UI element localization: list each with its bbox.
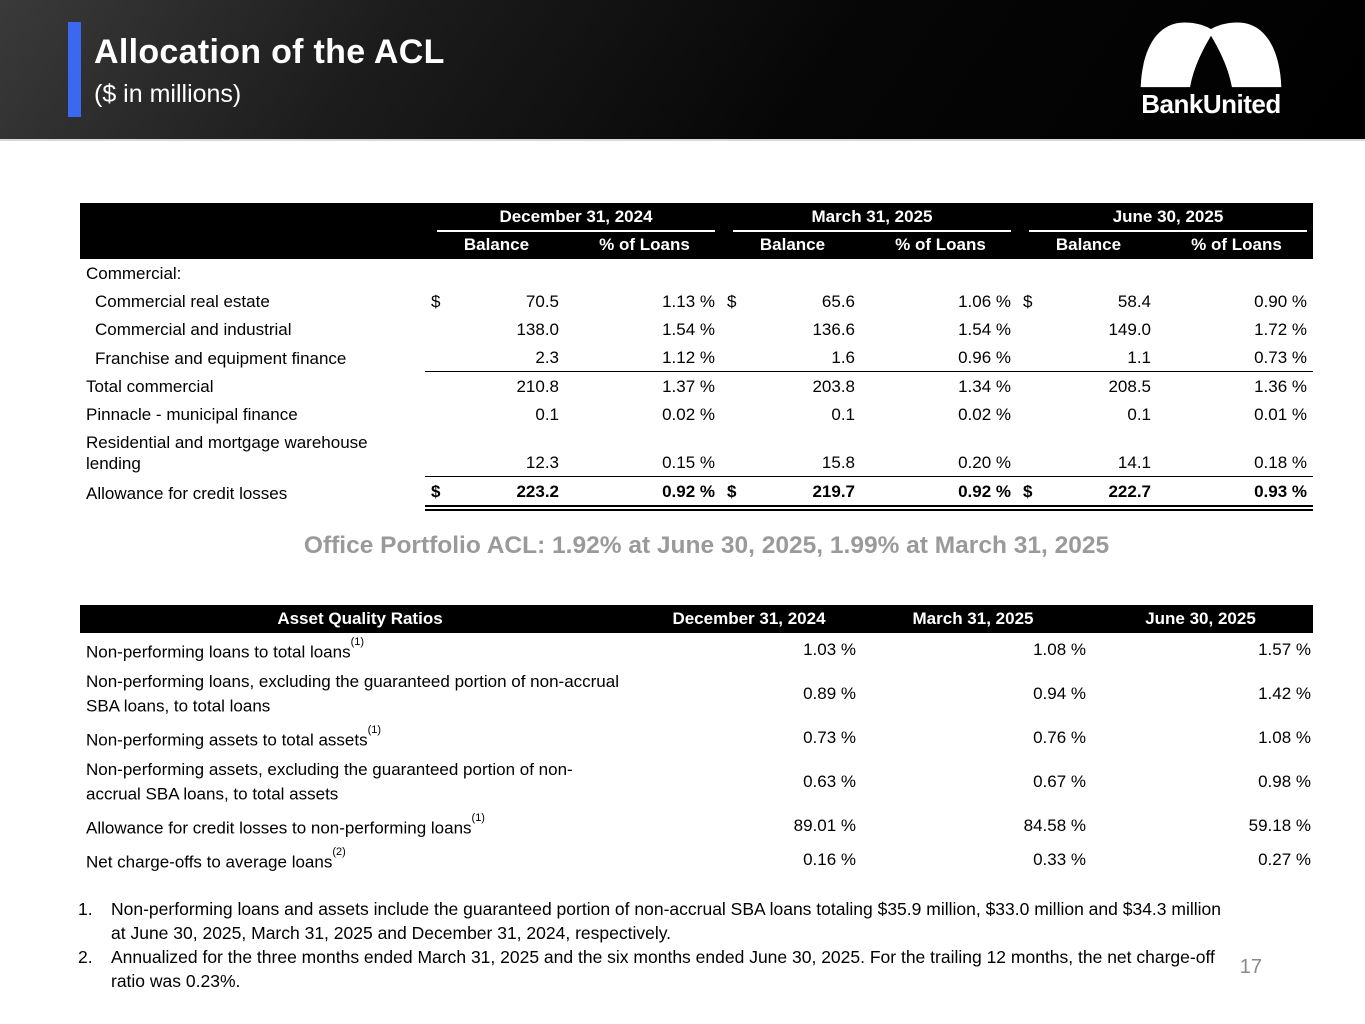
cell-value: 0.92 % — [864, 477, 1017, 507]
period-header-dec-2024: December 31, 2024 — [425, 203, 721, 232]
table-row — [80, 755, 1313, 810]
currency-symbol: $ — [431, 482, 441, 501]
acl-table-period-header-row — [80, 203, 1313, 232]
row-label: Commercial: — [86, 264, 182, 283]
cell-value: 65.6 — [821, 292, 855, 311]
cell-value: 210.8 — [516, 377, 559, 396]
row-label: Non-performing assets, excluding the guaranteed portion of non-accrual SBA loans, to total assets — [86, 760, 573, 805]
row-label: Allowance for credit losses — [86, 484, 288, 503]
table-row — [80, 372, 1313, 400]
row-label: Net charge-offs to average loans — [86, 852, 333, 872]
cell-value: 12.3 — [525, 453, 559, 472]
cell-value: 0.33 % — [1033, 850, 1086, 870]
col-header-pct-of-loans: % of Loans — [895, 235, 986, 254]
table-row — [80, 428, 1313, 477]
table-row — [80, 667, 1313, 722]
row-label: Allowance for credit losses to non-performing loans — [86, 818, 472, 838]
cell-value: 0.89 % — [803, 683, 856, 703]
table-row — [80, 287, 1313, 315]
cell-value: 1.54 % — [958, 320, 1011, 339]
cell-value: 0.01 % — [1254, 405, 1307, 424]
cell-value: 0.63 % — [803, 772, 856, 792]
col-header-balance: Balance — [463, 235, 530, 254]
table-row — [80, 810, 1313, 844]
cell-value: 14.1 — [1117, 453, 1151, 472]
col-header-mar-2025: March 31, 2025 — [912, 609, 1034, 628]
footnote-text: Non-performing loans and assets include the guaranteed portion of non-accrual SBA loans totaling $35.9 million, $33.0 million and $34.3 million at June 30, 2025, March 31, 2025 and December 31, 2024, respectively. — [111, 899, 1221, 943]
footnote-marker: (2) — [332, 845, 346, 858]
table-row — [80, 843, 1313, 877]
row-label: Commercial and industrial — [95, 320, 292, 339]
cell-value: 0.1 — [1127, 405, 1151, 424]
cell-value: 58.4 — [1117, 292, 1151, 311]
table-row — [80, 721, 1313, 755]
cell-value: 1.54 % — [662, 320, 715, 339]
footnote-number: 2. — [78, 947, 93, 967]
cell-value: 0.16 % — [803, 850, 856, 870]
cell-value: 1.06 % — [958, 292, 1011, 311]
col-header-jun-2025: June 30, 2025 — [1145, 609, 1256, 628]
row-label: Non-performing assets to total assets — [86, 730, 368, 750]
cell-value: 0.94 % — [1033, 683, 1086, 703]
cell-value: 0.73 % — [1160, 343, 1313, 372]
acl-allocation-table — [80, 203, 1313, 511]
cell-value: 0.18 % — [1160, 448, 1313, 477]
accent-bar — [68, 22, 81, 117]
cell-value: 70.5 — [525, 292, 559, 311]
double-underline — [80, 507, 1313, 511]
table-row — [80, 343, 1313, 372]
col-header-balance: Balance — [1055, 235, 1122, 254]
currency-symbol: $ — [431, 292, 441, 311]
row-label: Commercial real estate — [95, 292, 270, 311]
cell-value: 15.8 — [821, 453, 855, 472]
cell-value: 203.8 — [812, 377, 855, 396]
currency-symbol: $ — [1023, 292, 1033, 311]
row-label: Total commercial — [86, 377, 214, 396]
currency-symbol: $ — [727, 292, 737, 311]
cell-value: 136.6 — [812, 320, 855, 339]
page-number: 17 — [1239, 956, 1262, 978]
cell-value: 84.58 % — [1023, 816, 1086, 836]
cell-value: 0.20 % — [864, 448, 1017, 477]
cell-value: 0.76 % — [1033, 728, 1086, 748]
office-portfolio-note: Office Portfolio ACL: 1.92% at June 30, 2025, 1.99% at March 31, 2025 — [303, 532, 1110, 559]
asset-quality-ratios-table — [80, 605, 1313, 877]
cell-value: 0.93 % — [1160, 477, 1313, 507]
cell-value: 1.08 % — [1033, 639, 1086, 659]
col-header-pct-of-loans: % of Loans — [599, 235, 690, 254]
row-label: Residential and mortgage warehouse lending — [86, 433, 368, 473]
table-row — [80, 315, 1313, 343]
cell-value: 0.67 % — [1033, 772, 1086, 792]
col-header-pct-of-loans: % of Loans — [1191, 235, 1282, 254]
col-header-balance: Balance — [759, 235, 826, 254]
period-header-jun-2025: June 30, 2025 — [1017, 203, 1313, 232]
footnote-1 — [78, 897, 1228, 945]
table-row — [80, 400, 1313, 428]
cell-value: 1.08 % — [1258, 728, 1311, 748]
footnote-text: Annualized for the three months ended March 31, 2025 and the six months ended June 30, 2025. For the trailing 12 months, the net charge-off ratio was 0.23%. — [111, 947, 1215, 991]
cell-value: 0.27 % — [1258, 850, 1311, 870]
cell-value: 1.13 % — [662, 292, 715, 311]
cell-value: 1.03 % — [803, 639, 856, 659]
cell-value: 1.36 % — [1254, 377, 1307, 396]
cell-value: 0.02 % — [958, 405, 1011, 424]
table-row — [80, 633, 1313, 667]
cell-value: 0.15 % — [568, 448, 721, 477]
cell-value: 222.7 — [1108, 482, 1151, 501]
table-row-total — [80, 477, 1313, 507]
col-header-dec-2024: December 31, 2024 — [672, 609, 826, 628]
cell-value: 1.37 % — [662, 377, 715, 396]
cell-value: 138.0 — [516, 320, 559, 339]
row-label: Non-performing loans to total loans — [86, 642, 351, 662]
cell-value: 0.02 % — [662, 405, 715, 424]
page-subtitle: ($ in millions) — [94, 80, 242, 108]
row-label: Franchise and equipment finance — [95, 349, 347, 368]
cell-value: 0.90 % — [1254, 292, 1307, 311]
cell-value: 1.42 % — [1258, 683, 1311, 703]
cell-value: 0.1 — [831, 405, 855, 424]
bankunited-arches-icon — [1135, 14, 1287, 88]
currency-symbol: $ — [1023, 482, 1033, 501]
logo-text: BankUnited — [1141, 89, 1281, 119]
cell-value: 0.92 % — [568, 477, 721, 507]
footnotes — [78, 897, 1228, 993]
cell-value: 0.96 % — [864, 343, 1017, 372]
footnote-marker: (1) — [367, 723, 382, 736]
cell-value: 0.73 % — [803, 728, 856, 748]
footnote-2 — [78, 945, 1228, 993]
acl-table-sub-header-row — [80, 232, 1313, 259]
cell-value: 1.12 % — [568, 343, 721, 372]
cell-value: 0.1 — [535, 405, 559, 424]
cell-value: 2.3 — [535, 348, 559, 367]
cell-value: 219.7 — [812, 482, 855, 501]
header-band — [0, 0, 1365, 141]
cell-value: 0.98 % — [1258, 772, 1311, 792]
cell-value: 59.18 % — [1248, 816, 1311, 836]
cell-value: 89.01 % — [793, 816, 856, 836]
cell-value: 149.0 — [1108, 320, 1151, 339]
currency-symbol: $ — [727, 482, 737, 501]
aqr-header-row — [80, 605, 1313, 633]
cell-value: 1.1 — [1127, 348, 1151, 367]
cell-value: 1.34 % — [958, 377, 1011, 396]
footnote-number: 1. — [78, 899, 93, 919]
cell-value: 223.2 — [516, 482, 559, 501]
page-title: Allocation of the ACL — [94, 33, 445, 71]
cell-value: 1.6 — [831, 348, 855, 367]
cell-value: 208.5 — [1108, 377, 1151, 396]
cell-value: 1.72 % — [1254, 320, 1307, 339]
footnote-marker: (1) — [350, 635, 365, 648]
period-header-mar-2025: March 31, 2025 — [721, 203, 1017, 232]
table-row — [80, 259, 1313, 287]
bankunited-logo — [1135, 14, 1287, 120]
cell-value: 1.57 % — [1258, 639, 1311, 659]
col-header-asset-quality-ratios: Asset Quality Ratios — [277, 609, 443, 628]
row-label: Pinnacle - municipal finance — [86, 405, 298, 424]
row-label: Non-performing loans, excluding the guaranteed portion of non-accrual SBA loans, to total loans — [86, 672, 619, 716]
footnote-marker: (1) — [471, 812, 485, 825]
